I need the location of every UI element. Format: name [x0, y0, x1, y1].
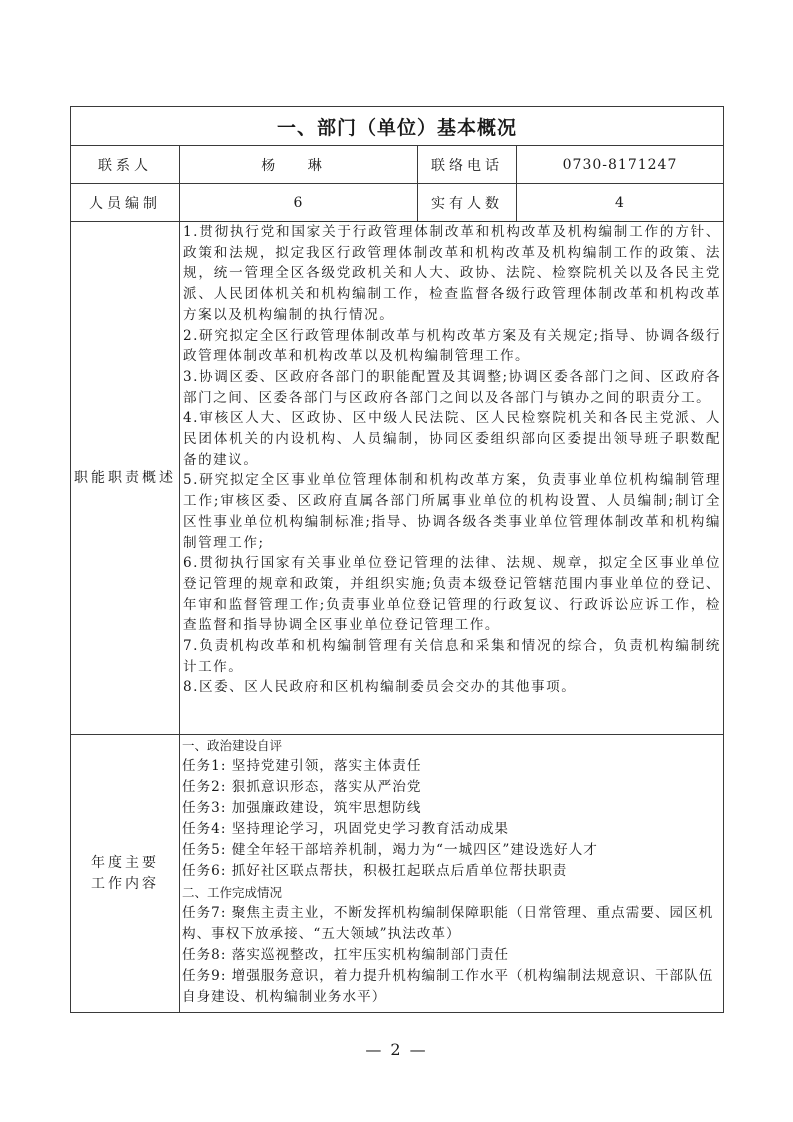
annual-work-row — [71, 735, 724, 1013]
section-title: 一、部门（单位）基本概况 — [71, 107, 724, 146]
function-item: 3.协调区委、区政府各部门的职能配置及其调整;协调区委各部门之间、区政府各部门之间、区委各部门与区政府各部门之间以及各部门与镇办之间的职责分工。 — [183, 368, 722, 406]
phone-value: 0730-8171247 — [517, 146, 724, 184]
contact-row — [71, 146, 724, 184]
function-item: 2.研究拟定全区行政管理体制改革与机构改革方案及有关规定;指导、协调各级行政管理体制改革和机构改革以及机构编制管理工作。 — [183, 327, 722, 365]
contact-person-label: 联系人 — [71, 146, 180, 184]
task-item: 任务1: 坚持党建引领，落实主体责任 — [182, 758, 422, 774]
functions-content — [180, 222, 724, 735]
task-item: 任务6: 抓好社区联点帮扶，积极扛起联点后盾单位帮扶职责 — [182, 863, 568, 879]
staffing-label: 人员编制 — [71, 184, 180, 222]
basic-info-table — [70, 106, 724, 1013]
task-item: 任务3: 加强廉政建设，筑牢思想防线 — [182, 800, 422, 816]
annual-work-label-line2: 工作内容 — [91, 875, 159, 892]
phone-label: 联络电话 — [418, 146, 517, 184]
page-number: — 2 — — [365, 1040, 428, 1059]
annual-work-label — [71, 735, 180, 1013]
function-item: 5.研究拟定全区事业单位管理体制和机构改革方案，负责事业单位机构编制管理工作;审核区委、区政府直属各部门所属事业单位的机构设置、人员编制;制订全区性事业单位机构编制标准;指导、协调各级各类事业单位管理体制改革和机构编制管理工作; — [183, 472, 722, 551]
task-item: 任务7: 聚焦主责主业，不断发挥机构编制保障职能（日常管理、重点需要、园区机构、事权下放承接、“五大领域”执法改革） — [182, 905, 714, 942]
staffing-row — [71, 184, 724, 222]
annual-work-content — [180, 735, 724, 1013]
functions-row — [71, 222, 724, 735]
section1-title: 一、政治建设自评 — [182, 738, 283, 753]
function-item: 1.贯彻执行党和国家关于行政管理体制改革和机构改革及机构编制工作的方针、政策和法规，拟定我区行政管理体制改革和机构改革及机构编制工作的政策、法规，统一管理全区各级党政机关和人大、政协、法院、检察院机关以及各民主党派、人民团体机关和机构编制工作，检查监督各级行政管理体制改革和机构改革方案以及机构编制的执行情况。 — [183, 224, 722, 323]
function-item: 4.审核区人大、区政协、区中级人民法院、区人民检察院机关和各民主党派、人民团体机关的内设机构、人员编制，协同区委组织部向区委提出领导班子职数配备的建议。 — [183, 410, 722, 468]
task-item: 任务9: 增强服务意识，着力提升机构编制工作水平（机构编制法规意识、干部队伍自身建设、机构编制业务水平） — [182, 968, 714, 1005]
functions-label: 职能职责概述 — [71, 222, 180, 735]
actual-staff-value: 4 — [517, 184, 724, 222]
task-item: 任务2: 狠抓意识形态，落实从严治党 — [182, 779, 422, 795]
section2-title: 二、工作完成情况 — [182, 885, 283, 900]
task-item: 任务8: 落实巡视整改，扛牢压实机构编制部门责任 — [182, 947, 510, 963]
function-item: 8.区委、区人民政府和区机构编制委员会交办的其他事项。 — [183, 679, 577, 696]
task-item: 任务4: 坚持理论学习，巩固党史学习教育活动成果 — [182, 821, 510, 837]
contact-person-value: 杨 琳 — [180, 146, 418, 184]
staffing-value: 6 — [180, 184, 418, 222]
annual-work-label-line1: 年度主要 — [91, 854, 159, 871]
function-item: 6.贯彻执行国家有关事业单位登记管理的法律、法规、规章，拟定全区事业单位登记管理的规章和政策，并组织实施;负责本级登记管辖范围内事业单位的登记、年审和监督管理工作;负责事业单位登记管理的行政复议、行政诉讼应诉工作，检查监督和指导协调全区事业单位登记管理工作。 — [183, 555, 722, 634]
function-item: 7.负责机构改革和机构编制管理有关信息和采集和情况的综合，负责机构编制统计工作。 — [183, 638, 722, 675]
actual-staff-label: 实有人数 — [418, 184, 517, 222]
task-item: 任务5: 健全年轻干部培养机制，竭力为“一城四区”建设选好人才 — [182, 842, 598, 858]
